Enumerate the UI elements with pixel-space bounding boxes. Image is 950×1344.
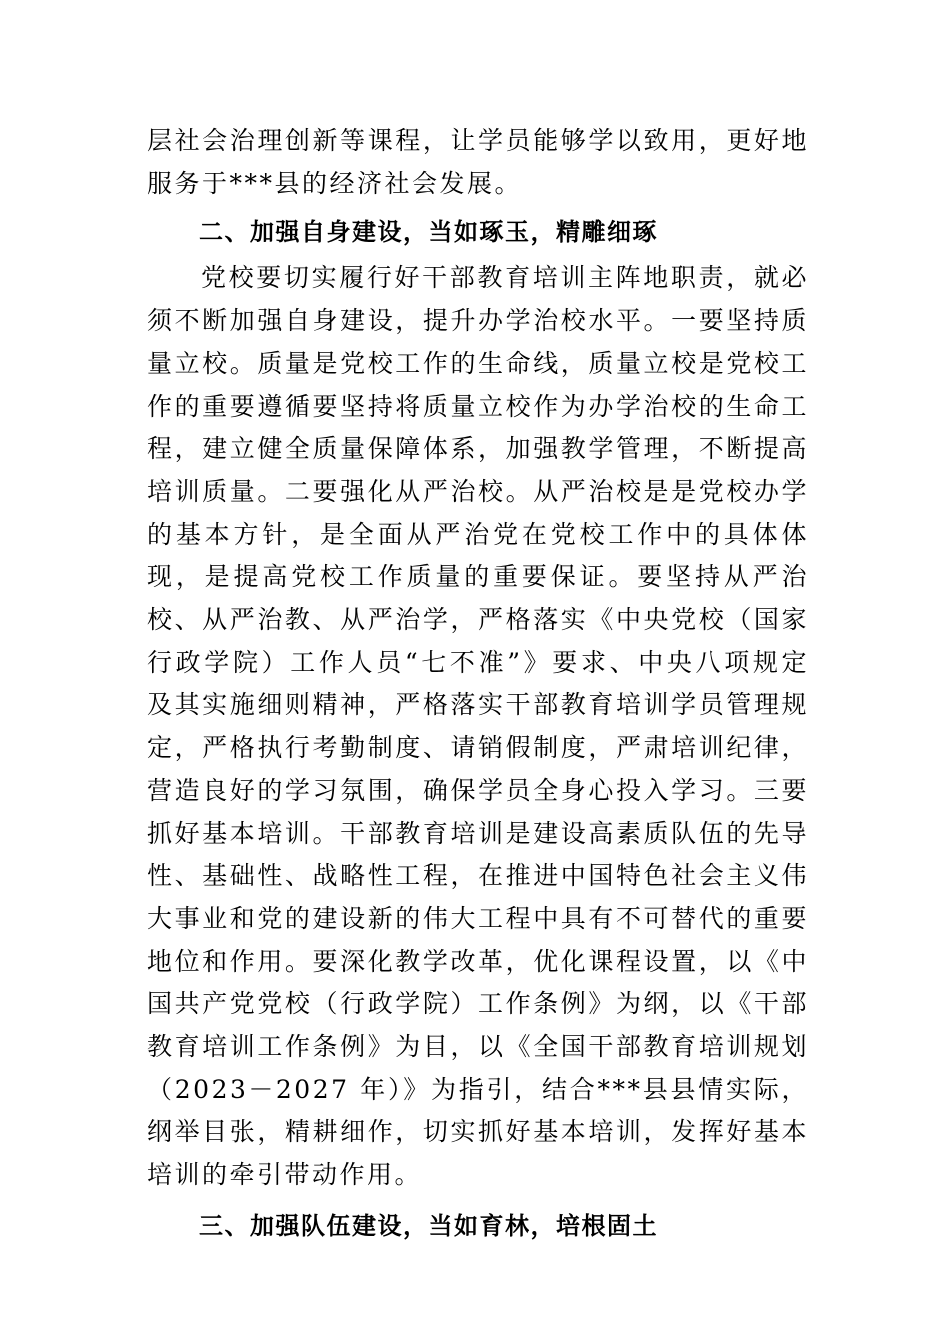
section-three-heading: 三、加强队伍建设，当如育林，培根固土 xyxy=(199,1211,658,1240)
section-two-paragraph: 党校要切实履行好干部教育培训主阵地职责，就必须不断加强自身建设，提升办学治校水平。一要坚持质量立校。质量是党校工作的生命线，质量立校是党校工作的重要遵循要坚持将质量立校作为办学治校的生命工程，建立健全质量保障体系，加强教学管理，不断提高培训质量。二要强化从严治校。从严治校是是党校办学的基本方针，是全面从严治党在党校工作中的具体体现，是提高党校工作质量的重要保证。要坚持从严治校、从严治教、从严治学，严格落实《中央党校（国家行政学院）工作人员“七不准”》要求、中央八项规定及其实施细则精神，严格落实干部教育培训学员管理规定，严格执行考勤制度、请销假制度，严肃培训纪律，营造良好的学习氛围，确保学员全身心投入学习。三要抓好基本培训。干部教育培训是建设高素质队伍的先导性、基础性、战略性工程，在推进中国特色社会主义伟大事业和党的建设新的伟大工程中具有不可替代的重要地位和作用。要深化教学改革，优化课程设置，以《中国共产党党校（行政学院）工作条例》为纲，以《干部教育培训工作条例》为目，以《全国干部教育培训规划（2023－2027 年）》为指引，结合***县县情实际，纲举目张，精耕细作，切实抓好基本培训，发挥好基本培训的牵引带动作用。 xyxy=(147,263,809,1190)
document-body xyxy=(147,120,809,1247)
section-two-heading: 二、加强自身建设，当如琢玉，精雕细琢 xyxy=(199,218,658,247)
continuation-paragraph: 层社会治理创新等课程，让学员能够学以致用，更好地服务于***县的经济社会发展。 xyxy=(147,126,809,198)
